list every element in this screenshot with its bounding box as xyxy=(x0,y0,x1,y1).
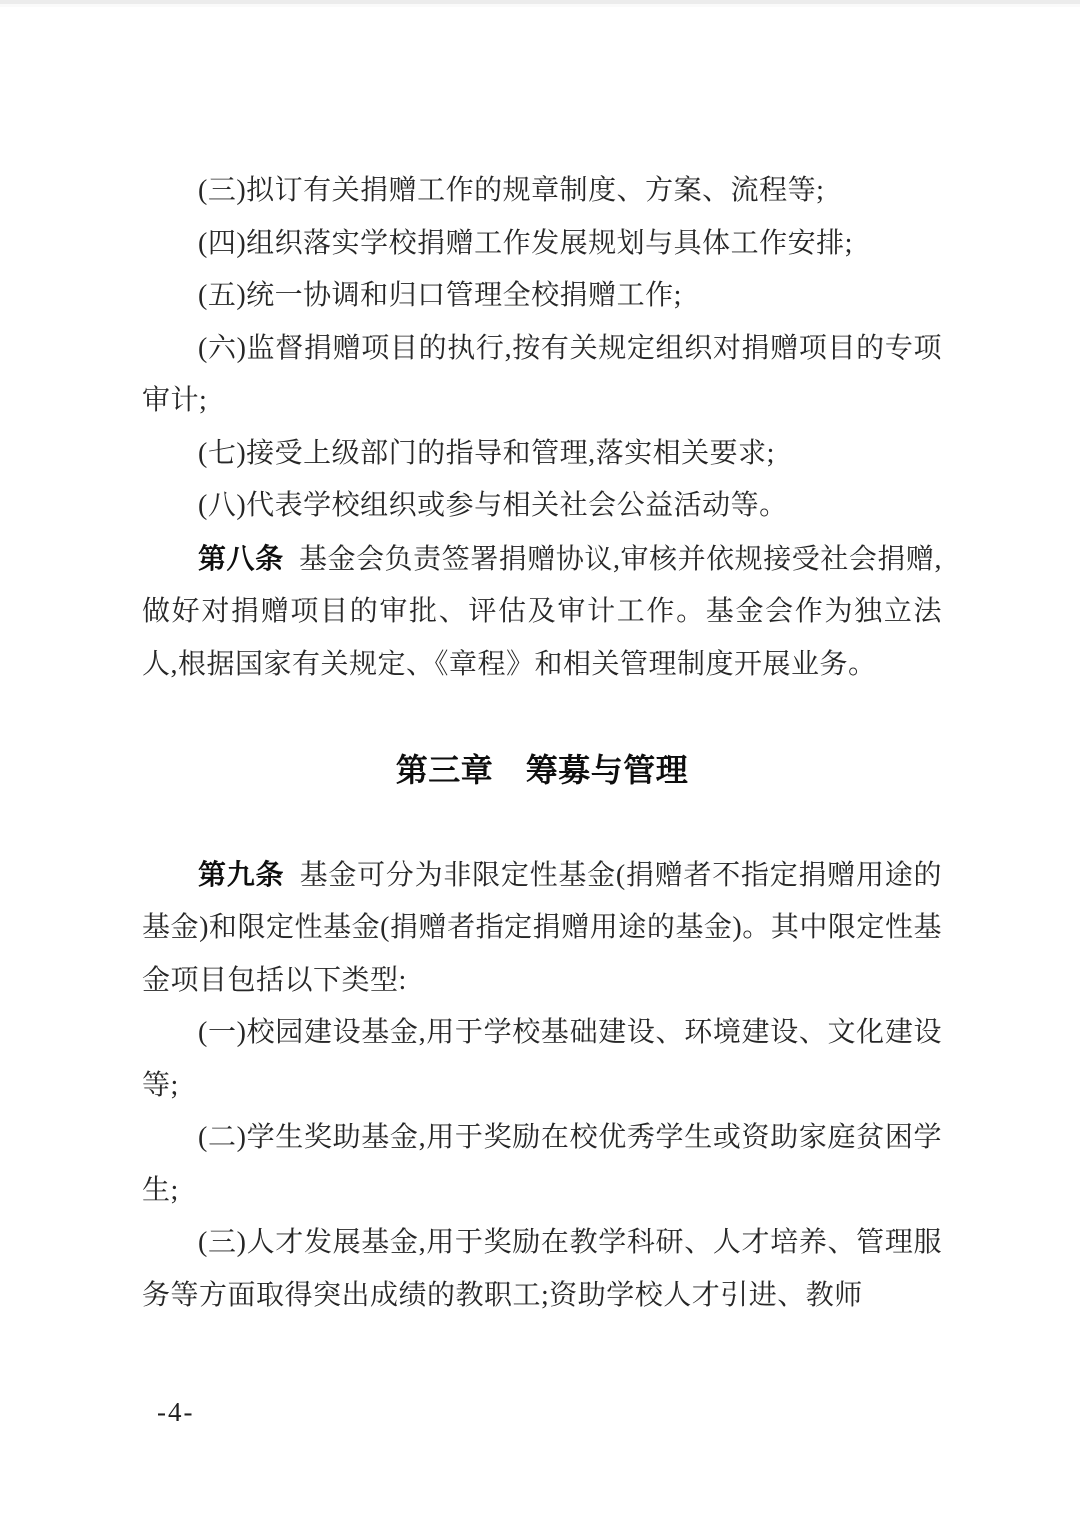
article-8-paragraph xyxy=(142,533,942,692)
clause-item-5: (五)统一协调和归口管理全校捐赠工作; xyxy=(198,280,682,311)
article-9-label: 第九条 xyxy=(198,858,285,890)
clause-item-8: (八)代表学校组织或参与相关社会公益活动等。 xyxy=(198,490,788,521)
clause-item-4: (四)组织落实学校捐赠工作发展规划与具体工作安排; xyxy=(198,227,853,259)
chapter-3-heading: 第三章 筹募与管理 xyxy=(395,751,689,788)
fund-type-item-1: (一)校园建设基金,用于学校基础建设、环境建设、文化建设等; xyxy=(142,1017,942,1101)
article-8-body: 基金会负责签署捐赠协议,审核并依规接受社会捐赠,做好对捐赠项目的审批、评估及审计工作。基金会作为独立法人,根据国家有关规定、《章程》和相关管理制度开展业务。 xyxy=(142,543,942,680)
page-number: -4- xyxy=(157,1397,195,1427)
clause-item-7: (七)接受上级部门的指导和管理,落实相关要求; xyxy=(198,437,775,469)
article-9-body: 基金可分为非限定性基金(捐赠者不指定捐赠用途的基金)和限定性基金(捐赠者指定捐赠用途的基金)。其中限定性基金项目包括以下类型: xyxy=(142,859,942,996)
clause-item-6: (六)监督捐赠项目的执行,按有关规定组织对捐赠项目的专项审计; xyxy=(142,332,942,416)
document-body xyxy=(142,165,942,1322)
article-8-label: 第八条 xyxy=(198,542,284,574)
fund-type-item-2: (二)学生奖助基金,用于奖励在校优秀学生或资助家庭贫困学生; xyxy=(142,1122,942,1206)
fund-type-item-3: (三)人才发展基金,用于奖励在教学科研、人才培养、管理服务等方面取得突出成绩的教职工;资助学校人才引进、教师 xyxy=(142,1227,942,1311)
scan-edge-artifact xyxy=(0,0,1080,7)
clause-item-3: (三)拟订有关捐赠工作的规章制度、方案、流程等; xyxy=(198,175,825,206)
article-9-paragraph xyxy=(142,849,942,1008)
